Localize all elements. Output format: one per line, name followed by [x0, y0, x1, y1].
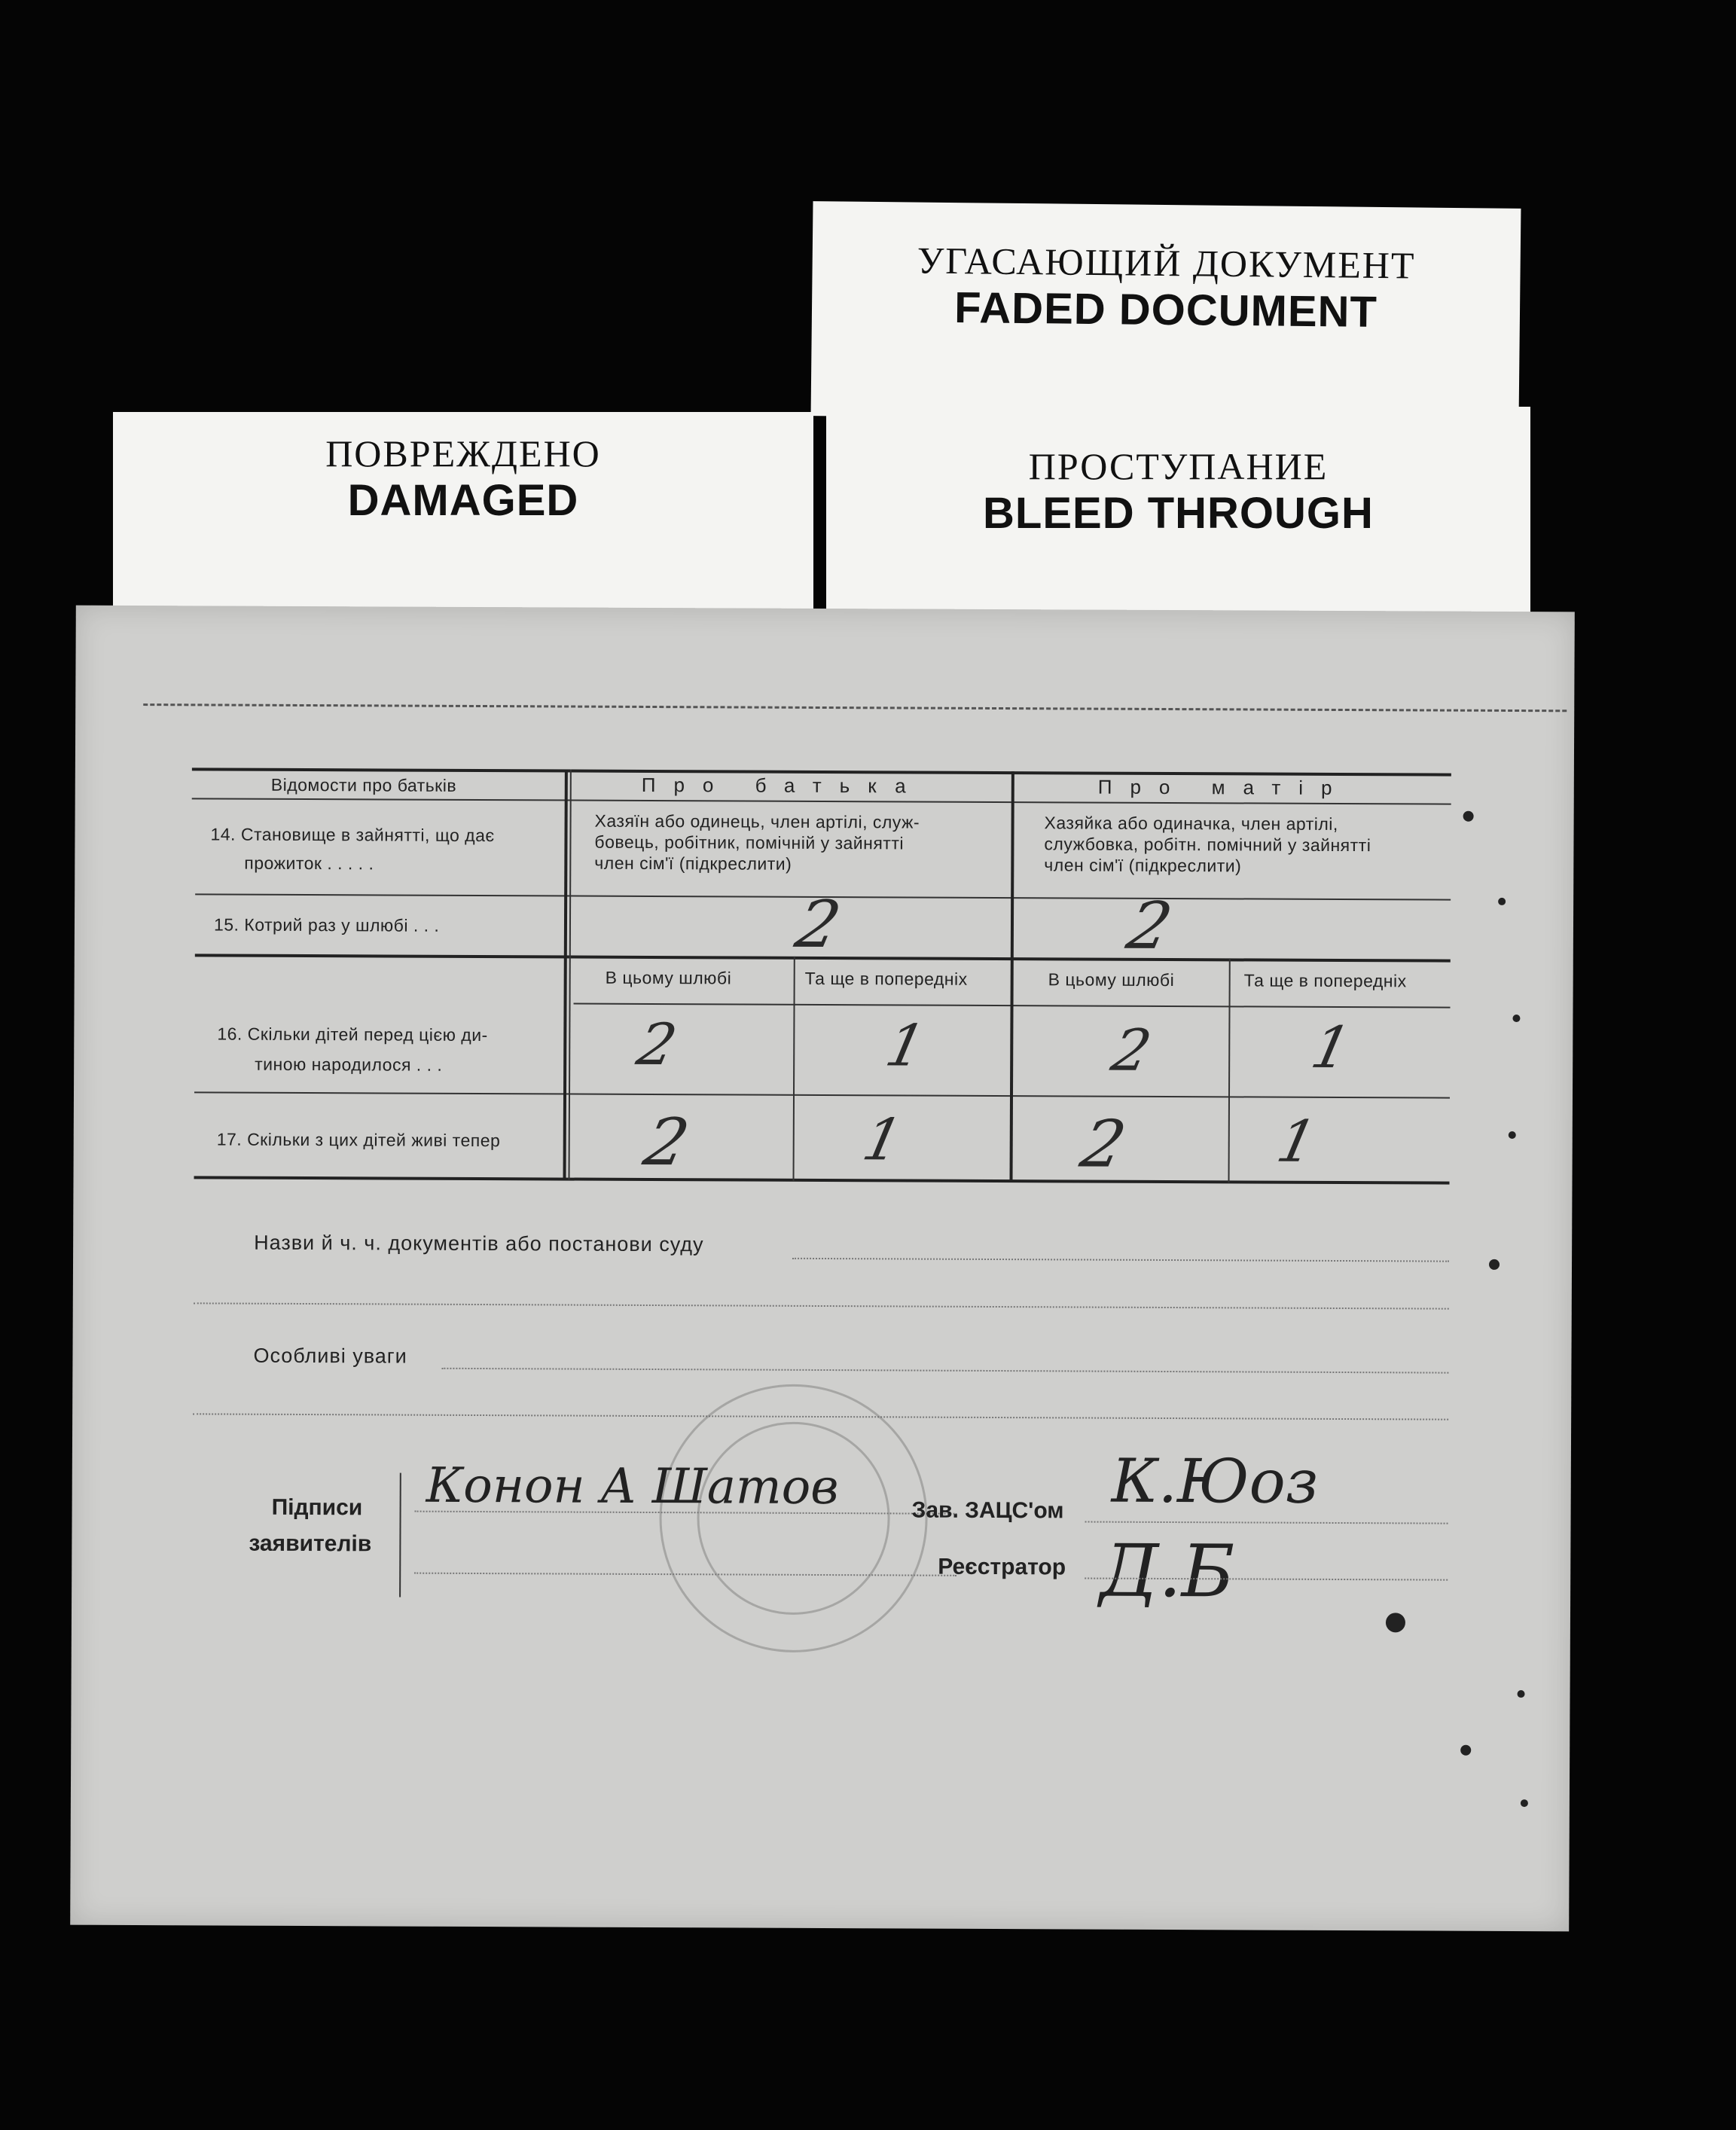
head-signature: К.Юоз: [1111, 1445, 1319, 1517]
damage-mark: [1489, 1259, 1500, 1270]
label-col-divider: [563, 770, 568, 1180]
faded-card-en: FADED DOCUMENT: [953, 283, 1378, 337]
damage-mark: [1498, 898, 1506, 905]
documents-dotline-2: [194, 1302, 1449, 1309]
signatures-brace: [399, 1473, 401, 1598]
damage-mark: [1521, 1799, 1528, 1807]
damaged-card-en: DAMAGED: [347, 476, 579, 525]
mother-in-marriage-header: В цьому шлюбі: [1048, 969, 1175, 990]
row14-label-1: 14. Становище в зайнятті, що дає: [210, 824, 495, 846]
row16-father-prev: 1: [880, 1012, 932, 1079]
documents-dotline: [792, 1258, 1449, 1262]
remarks-label: Особливі уваги: [253, 1344, 407, 1368]
damage-mark: [1460, 1745, 1471, 1756]
registrar-label: Реєстратор: [938, 1554, 1066, 1580]
row14-father-2: бовець, робітник, помічній у зайнятті: [594, 832, 905, 853]
row17-label: 17. Скільки з цих дітей живі тепер: [216, 1129, 501, 1151]
father-mother-divider: [1010, 771, 1014, 1182]
row15-label: 15. Котрий раз у шлюбі . . .: [213, 914, 440, 935]
header-col-label: Відомости про батьків: [270, 774, 457, 795]
row17-mother-prev: 1: [1271, 1107, 1323, 1175]
document-sheet: [70, 606, 1575, 1932]
row14-label-2: прожиток . . . . .: [244, 853, 374, 874]
bleed-card-en: BLEED THROUGH: [983, 489, 1374, 538]
row15-mother-value: 2: [1121, 888, 1179, 964]
registrar-signature: Д.Б: [1100, 1528, 1235, 1614]
mother-previous-header: Та ще в попередніх: [1243, 970, 1407, 991]
damage-mark: [1386, 1613, 1405, 1632]
row14-father-1: Хазяїн або одинець, член артілі, служ-: [594, 810, 920, 832]
faded-card-ru: УГАСАЮЩИЙ ДОКУМЕНТ: [917, 239, 1416, 287]
damage-mark: [1518, 1690, 1525, 1698]
damage-mark: [1463, 811, 1474, 822]
official-stamp-inner: [697, 1421, 890, 1615]
label-col-divider-2: [569, 770, 572, 1180]
header-father: Про батька: [641, 773, 924, 798]
applicant-signature: Конон А Шатов: [426, 1457, 839, 1516]
documents-label: Назви й ч. ч. документів або постанови суду: [254, 1231, 704, 1256]
head-label: Зав. ЗАЦС'ом: [911, 1497, 1064, 1524]
signatures-label-1: Підписи: [271, 1494, 363, 1521]
row14-father-3: член сім'ї (підкреслити): [594, 853, 792, 874]
row16-bottom-rule: [194, 1091, 1450, 1098]
row14-mother-3: член сім'ї (підкреслити): [1044, 855, 1242, 876]
mother-sub-divider: [1228, 958, 1231, 1182]
perforation-line: [143, 703, 1567, 712]
father-in-marriage-header: В цьому шлюбі: [605, 967, 732, 988]
row14-mother-1: Хазяйка або одиначка, член артілі,: [1044, 813, 1338, 834]
damage-mark: [1512, 1015, 1520, 1022]
row16-label-1: 16. Скільки дітей перед цією ди-: [217, 1024, 488, 1045]
damage-mark: [1509, 1131, 1516, 1139]
row16-mother-in: 2: [1106, 1016, 1158, 1084]
signatures-label-2: заявителів: [249, 1530, 372, 1557]
table-bottom-rule: [194, 1176, 1450, 1184]
remarks-dotline: [441, 1368, 1448, 1374]
father-previous-header: Та ще в попередніх: [804, 968, 968, 989]
row16-label-2: тиною народилося . . .: [255, 1054, 443, 1075]
row15-father-value: 2: [789, 886, 847, 963]
row17-father-in: 2: [637, 1105, 696, 1181]
header-mother: Про матір: [1097, 775, 1350, 800]
faded-document-card: [811, 201, 1521, 423]
row17-mother-in: 2: [1074, 1106, 1133, 1182]
row14-mother-2: службовка, робітн. помічний у зайнятті: [1044, 834, 1371, 856]
bleed-through-card: [826, 407, 1530, 625]
damaged-card-ru: ПОВРЕЖДЕНО: [325, 432, 601, 475]
row16-father-in: 2: [631, 1010, 683, 1079]
head-line: [1085, 1521, 1448, 1524]
father-sub-divider: [793, 957, 795, 1181]
row16-mother-prev: 1: [1305, 1013, 1357, 1082]
bleed-card-ru: ПРОСТУПАНИЕ: [1028, 445, 1329, 487]
damaged-card: [113, 412, 813, 615]
row17-father-prev: 1: [857, 1106, 908, 1173]
